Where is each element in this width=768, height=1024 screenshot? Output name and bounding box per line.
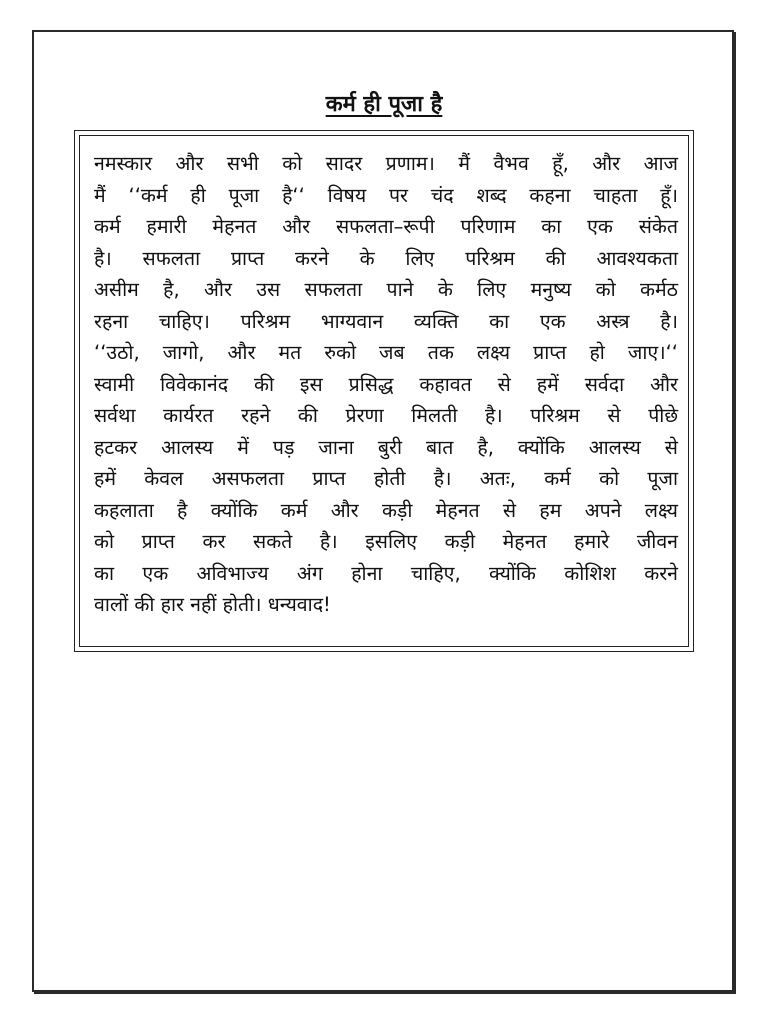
paragraph-line: ‘‘उठो, जागो, और मत रुको जब तक लक्ष्य प्राप्त हो जाए।‘‘	[94, 341, 678, 364]
paragraph-line: मैं ‘‘कर्म ही पूजा है‘‘ विषय पर चंद शब्द कहना चाहता हूँ।	[94, 183, 678, 207]
paragraph-line: का एक अविभाज्य अंग होना चाहिए, क्योंकि कोशिश करने	[94, 561, 678, 585]
paragraph-line: कर्म हमारी मेहनत और सफलता–रूपी परिणाम का एक संकेत	[94, 215, 678, 238]
paragraph-line: रहना चाहिए। परिश्रम भाग्यवान व्यक्ति का एक अस्त्र है।	[94, 309, 678, 333]
paragraph-line: सर्वथा कार्यरत रहने की प्रेरणा मिलती है। परिश्रम से पीछे	[94, 404, 678, 427]
paragraph-line: हमें केवल असफलता प्राप्त होती है। अतः, कर्म को पूजा	[94, 467, 678, 490]
paragraph-line: को प्राप्त कर सकते है। इसलिए कड़ी मेहनत हमारे जीवन	[94, 530, 678, 553]
speech-paragraph	[94, 148, 678, 621]
paragraph-line: है। सफलता प्राप्त करने के लिए परिश्रम की आवश्यकता	[94, 246, 678, 270]
page-title: कर्म ही पूजा है	[325, 92, 443, 117]
text-box-inner-border	[79, 135, 689, 647]
paragraph-line: हटकर आलस्य में पड़ जाना बुरी बात है, क्योंकि आलस्य से	[94, 435, 678, 459]
paragraph-line: स्वामी विवेकानंद की इस प्रसिद्ध कहावत से हमें सर्वदा और	[94, 372, 678, 396]
paragraph-line: वालों की हार नहीं होती। धन्यवाद!	[94, 593, 331, 616]
text-box-outer-border	[74, 130, 694, 652]
paragraph-line: असीम है, और उस सफलता पाने के लिए मनुष्य को कर्मठ	[94, 278, 678, 301]
paragraph-line: कहलाता है क्योंकि कर्म और कड़ी मेहनत से हम अपने लक्ष्य	[94, 498, 678, 522]
paragraph-line: नमस्कार और सभी को सादर प्रणाम। मैं वैभव हूँ, और आज	[94, 152, 678, 175]
